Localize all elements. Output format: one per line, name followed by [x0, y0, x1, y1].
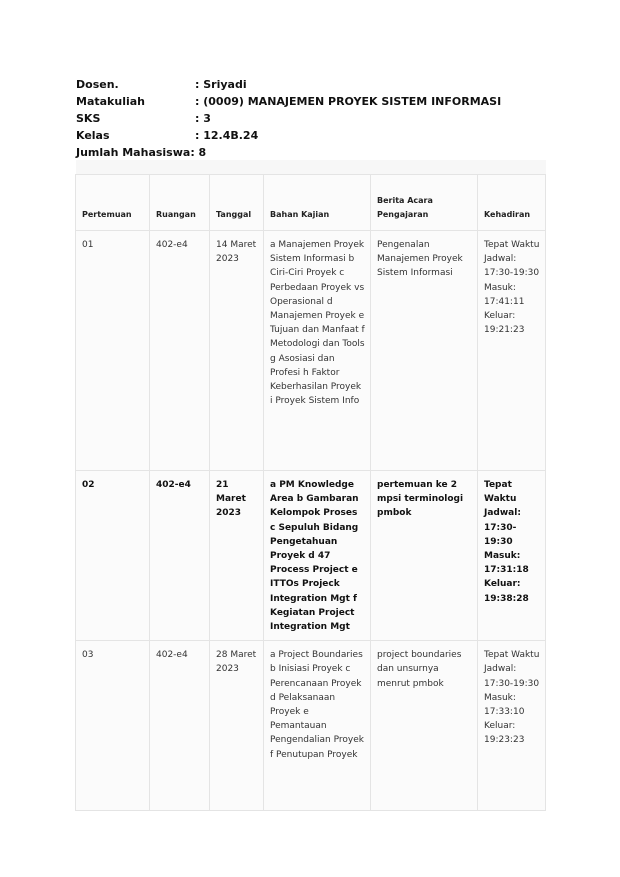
cell-bahan: a Manajemen Proyek Sistem Informasi b Ciri-Ciri Proyek c Perbedaan Proyek vs Operasional d Manajemen Proyek e Tujuan dan Manfaat f Metodologi dan Tools g Asosiasi dan Profesi h Faktor Keberhasilan Proyek i Proyek Sistem Info — [264, 231, 371, 471]
col-header-ruangan: Ruangan — [150, 175, 210, 231]
kelas-label: Kelas — [76, 129, 110, 142]
matakuliah-label: Matakuliah — [76, 95, 145, 108]
cell-berita: pertemuan ke 2 mpsi terminologi pmbok — [371, 471, 478, 641]
cell-ruangan: 402-e4 — [150, 471, 210, 641]
cell-kehadiran: Tepat Waktu Jadwal: 17:30-19:30 Masuk: 17:33:10 Keluar: 19:23:23 — [478, 641, 546, 811]
dosen-value: : Sriyadi — [195, 78, 247, 91]
matakuliah-value: : (0009) MANAJEMEN PROYEK SISTEM INFORMASI — [195, 95, 502, 108]
course-info-header — [76, 76, 501, 161]
matakuliah-row — [76, 93, 501, 110]
cell-tanggal: 14 Maret 2023 — [210, 231, 264, 471]
sks-label: SKS — [76, 112, 101, 125]
cell-tanggal: 21 Maret 2023 — [210, 471, 264, 641]
cell-berita: project boundaries dan unsurnya menrut pmbok — [371, 641, 478, 811]
cell-pertemuan: 02 — [76, 471, 150, 641]
table-row — [76, 231, 546, 471]
table-header-row — [76, 175, 546, 231]
sks-row — [76, 110, 501, 127]
cell-kehadiran: Tepat Waktu Jadwal: 17:30-19:30 Masuk: 17:41:11 Keluar: 19:21:23 — [478, 231, 546, 471]
cell-ruangan: 402-e4 — [150, 641, 210, 811]
sks-value: : 3 — [195, 112, 211, 125]
cell-pertemuan: 01 — [76, 231, 150, 471]
dosen-label: Dosen. — [76, 78, 119, 91]
table-row — [76, 471, 546, 641]
cell-kehadiran: Tepat Waktu Jadwal: 17:30-19:30 Masuk: 17:31:18 Keluar: 19:38:28 — [478, 471, 546, 641]
jumlah-row — [76, 144, 501, 161]
jumlah-value: : 8 — [190, 146, 207, 159]
jumlah-label: Jumlah Mahasiswa — [76, 146, 191, 159]
cell-bahan: a PM Knowledge Area b Gambaran Kelompok Proses c Sepuluh Bidang Pengetahuan Proyek d 47 Process Project e ITTOs Projeck Integration Mgt f Kegiatan Project Integration Mgt — [264, 471, 371, 641]
attendance-table — [75, 160, 546, 811]
cell-bahan: a Project Boundaries b Inisiasi Proyek c Perencanaan Proyek d Pelaksanaan Proyek e Pemantauan Pengendalian Proyek f Penutupan Proyek — [264, 641, 371, 811]
col-header-tanggal: Tanggal — [210, 175, 264, 231]
cell-pertemuan: 03 — [76, 641, 150, 811]
col-header-bahan: Bahan Kajian — [264, 175, 371, 231]
col-header-berita: Berita Acara Pengajaran — [371, 175, 478, 231]
kelas-value: : 12.4B.24 — [195, 129, 259, 142]
kelas-row — [76, 127, 501, 144]
cell-tanggal: 28 Maret 2023 — [210, 641, 264, 811]
dosen-row — [76, 76, 501, 93]
col-header-pertemuan: Pertemuan — [76, 175, 150, 231]
cell-berita: Pengenalan Manajemen Proyek Sistem Informasi — [371, 231, 478, 471]
cell-ruangan: 402-e4 — [150, 231, 210, 471]
col-header-kehadiran: Kehadiran — [478, 175, 546, 231]
table-row — [76, 641, 546, 811]
